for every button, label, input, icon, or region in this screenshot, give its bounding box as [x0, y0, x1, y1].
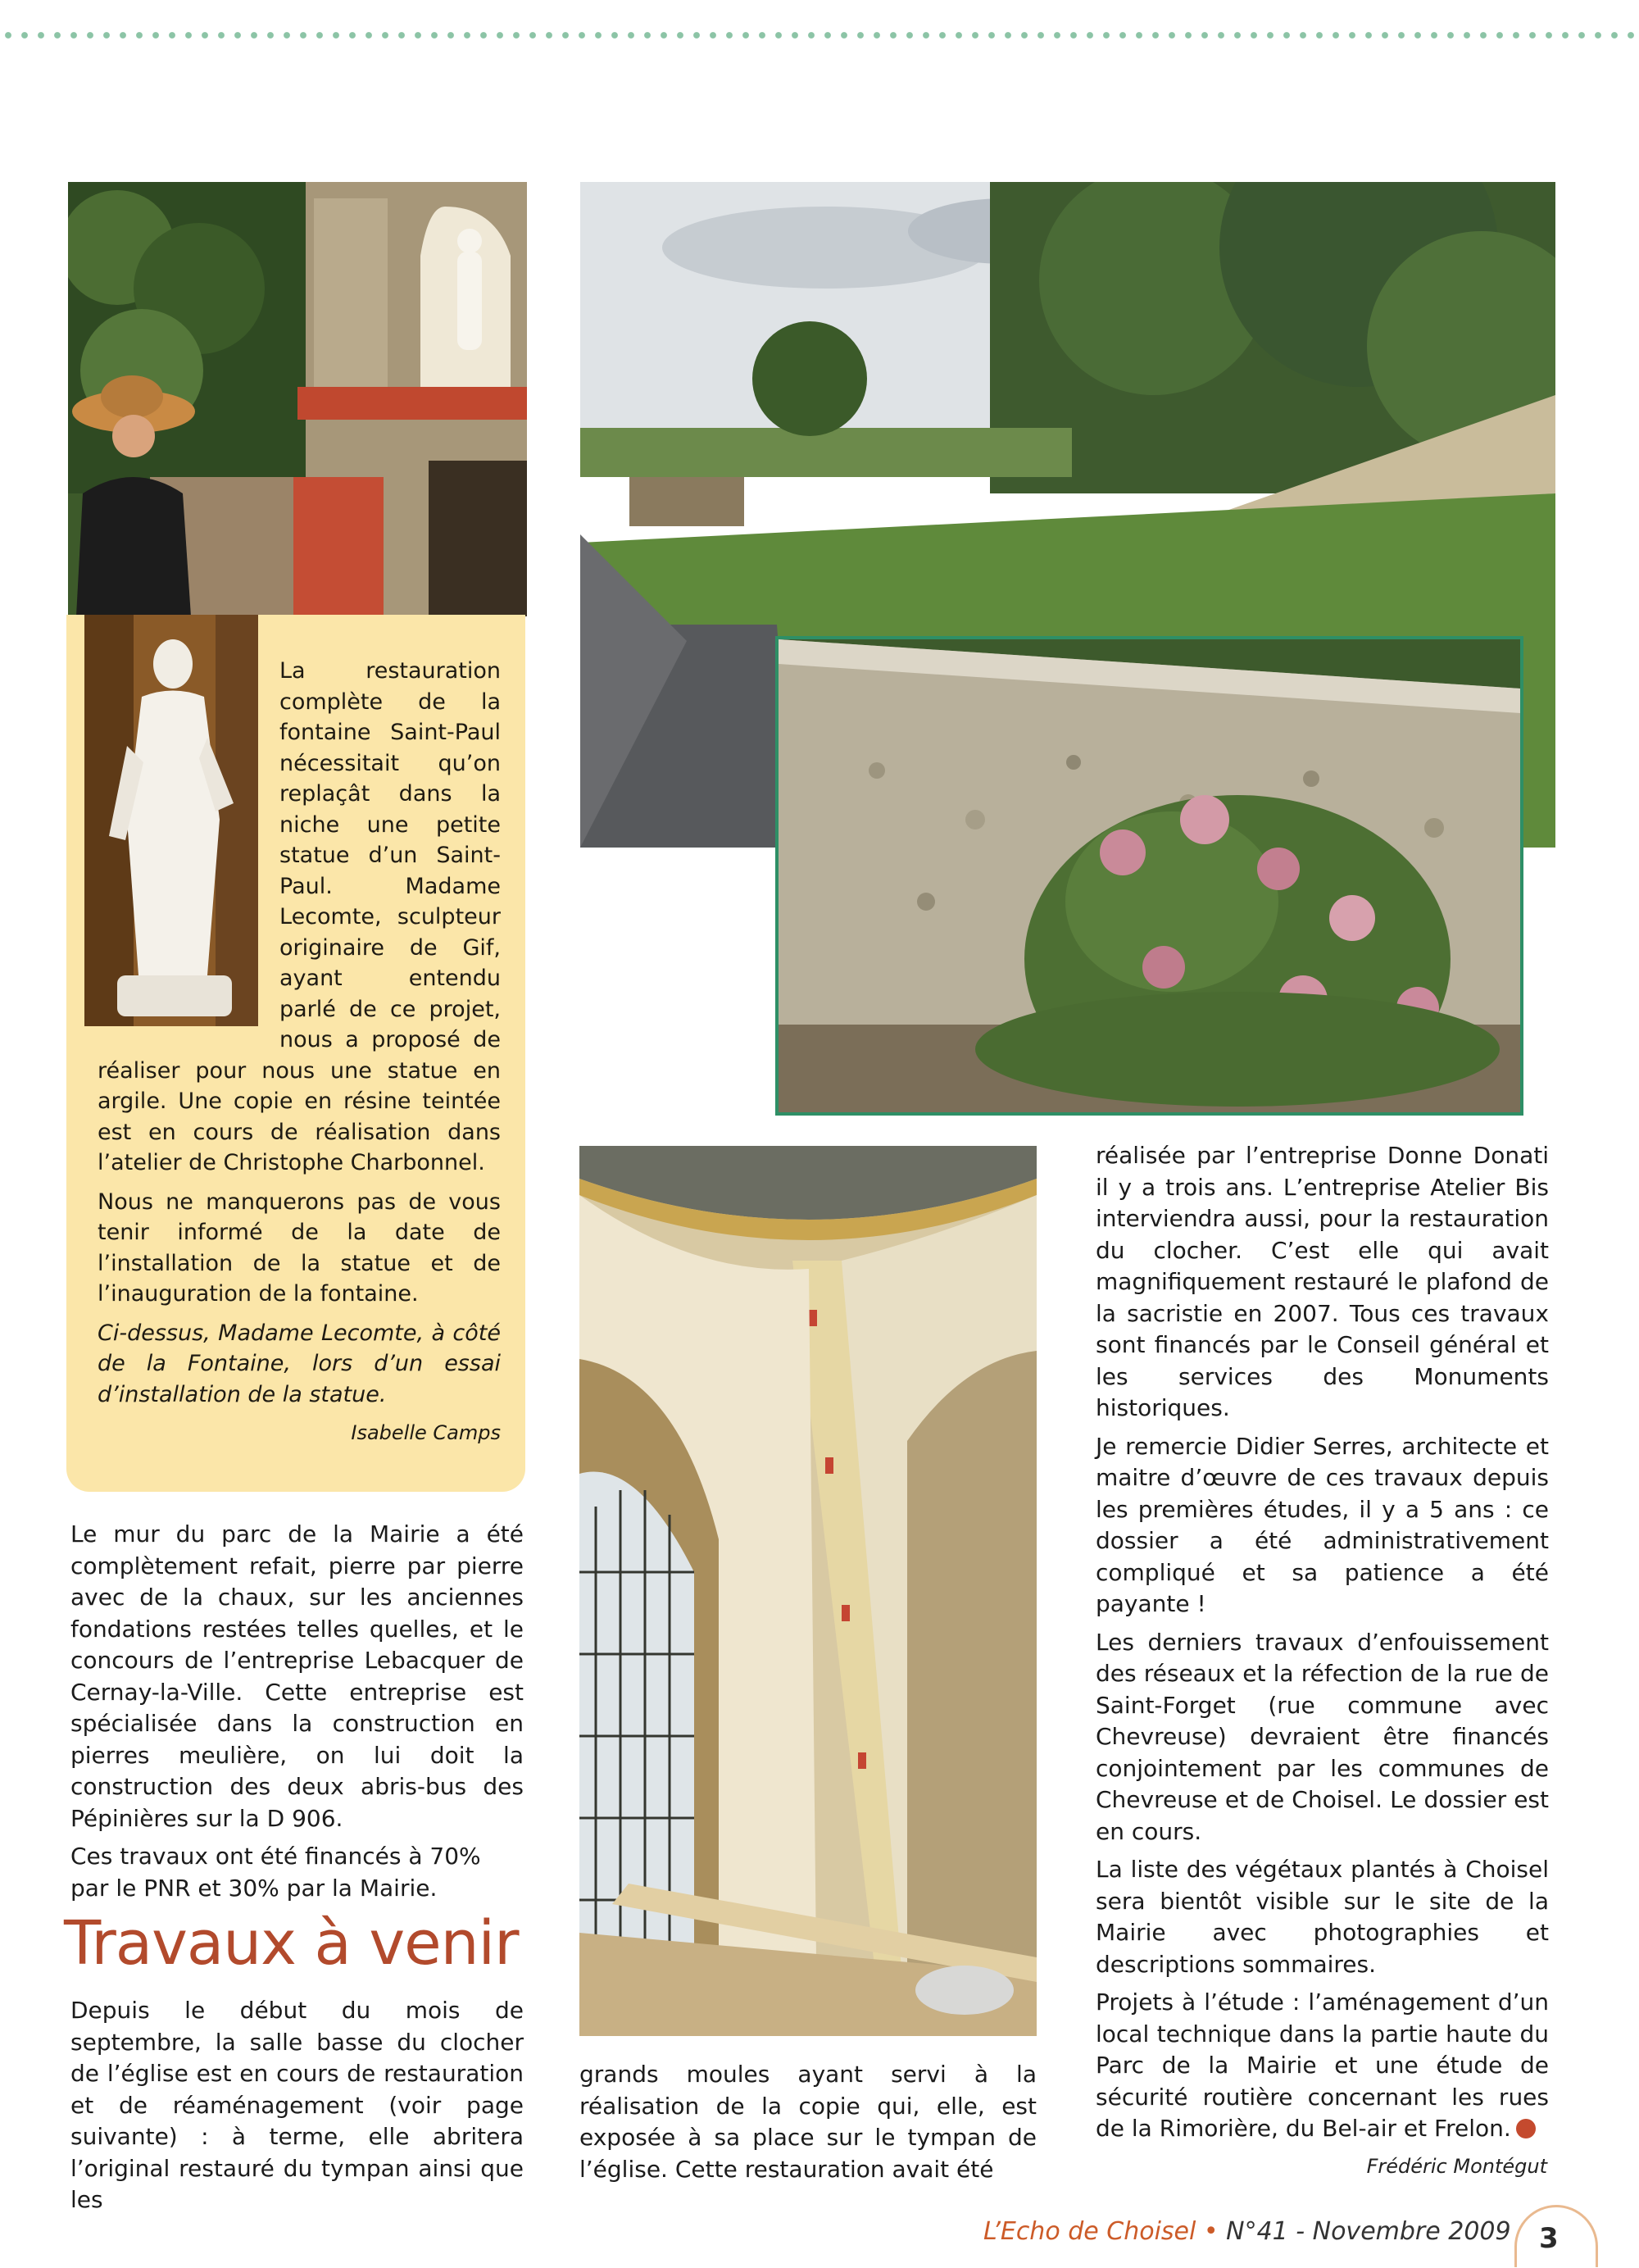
page-footer — [983, 2217, 1511, 2246]
left-column-top — [70, 1519, 524, 1911]
footer-publication: L’Echo de Choisel — [983, 2217, 1196, 2246]
sidebar-caption: Ci-dessus, Madame Lecomte, à côté de la Fontaine, lors d’un essai d’installation de la statue. — [98, 1320, 501, 1407]
saint-paul-statue-illustration — [84, 615, 258, 1026]
right-paragraph-4: La liste des végétaux plantés à Choisel sera bientôt visible sur le site de la Mairie avec photographies et descriptions sommaires. — [1096, 1856, 1549, 1978]
right-paragraph-5-text: Projets à l’étude : l’aménagement d’un local technique dans la partie haute du Parc de la Mairie et une étude de sécurité routière concernant les rues de la Rimorière, du Bel-air et Frelon. — [1096, 1988, 1549, 2142]
left-paragraph-3: Depuis le début du mois de septembre, la salle basse du clocher de l’église est en cours de restauration et de réaménagement (voir page suivante) : à terme, elle abritera l’original restauré du tympan ainsi que les — [70, 1997, 524, 2213]
left-paragraph-2: Ces travaux ont été financés à 70% par le PNR et 30% par la Mairie. — [70, 1843, 481, 1902]
left-paragraph-1: Le mur du parc de la Mairie a été complètement refait, pierre par pierre avec de la chaux, sur les anciennes fondations restées telles quelles, et le concours de l’entreprise Lebacquer de Cernay-la-Ville. Cette entreprise est spécialisée dans la construction en pierres meulière, on lui doit la construction des deux abris-bus des Pépinières sur la D 906. — [70, 1520, 524, 1832]
wall-closeup-illustration — [779, 639, 1520, 1112]
sidebar-text — [98, 656, 501, 1457]
right-paragraph-3: Les derniers travaux d’enfouissement des réseaux et la réfection de la rue de Saint-Forget (rue commune avec Chevreuse) devraient être financés conjointement par les communes de Chevreuse et de Choisel. Le dossier est en cours. — [1096, 1628, 1549, 1845]
fountain-sidebar — [66, 615, 525, 1492]
top-dotted-border — [0, 30, 1639, 41]
page-number: 3 — [1539, 2222, 1559, 2255]
end-of-article-dot — [1516, 2119, 1536, 2138]
right-paragraph-2: Je remercie Didier Serres, architecte et maitre d’œuvre de ces travaux depuis les premières études, il y a 5 ans : ce dossier a été administrativement compliqué et sa patience a été payante ! — [1096, 1432, 1549, 1617]
middle-column — [579, 2059, 1037, 2192]
middle-paragraph-1: grands moules ayant servi à la réalisation de la copie qui, elle, est exposée à sa place sur le tympan de l’église. Cette restauration avait été — [579, 2061, 1037, 2183]
footer-issue: N°41 - Novembre 2009 — [1226, 2217, 1511, 2246]
fountain-photo — [68, 182, 527, 616]
sidebar-intro: La restauration complète de la fontaine Saint-Paul nécessitait qu’on replaçât dans la niche une petite statue d’un Saint-Paul. Madame Lecomte, sculpteur originaire de Gif, ayant entendu parlé de ce projet, nous a proposé de réaliser pour nous une statue en argile. Une copie en résine teintée est en cours de réalisation dans l’atelier de Christophe Charbonnel. — [98, 658, 501, 1175]
left-column-bottom — [70, 1995, 524, 2223]
church-interior-illustration — [579, 1146, 1037, 2036]
section-heading: Travaux à venir — [64, 1908, 519, 1979]
statue-photo — [84, 615, 258, 1026]
church-interior-photo — [579, 1146, 1037, 2036]
sidebar-signature: Isabelle Camps — [351, 1421, 501, 1444]
right-paragraph-1: réalisée par l’entreprise Donne Donati il y a trois ans. L’entreprise Atelier Bis interviendra aussi, pour la restauration du clocher. C’est elle qui avait magnifiquement restauré le plafond de la sacristie en 2007. Tous ces travaux sont financés par le Conseil général et les services des Monuments historiques. — [1096, 1142, 1549, 1421]
footer-bullet: • — [1203, 2217, 1219, 2246]
sidebar-followup: Nous ne manquerons pas de vous tenir informé de la date de l’installation de la statue et de l’inauguration de la fontaine. — [98, 1189, 501, 1307]
wall-closeup-photo — [775, 636, 1523, 1116]
right-paragraph-5 — [1096, 1987, 1549, 2145]
right-column — [1096, 1140, 1549, 2152]
right-signature: Frédéric Montégut — [1366, 2155, 1547, 2178]
fountain-photo-illustration — [68, 182, 527, 616]
